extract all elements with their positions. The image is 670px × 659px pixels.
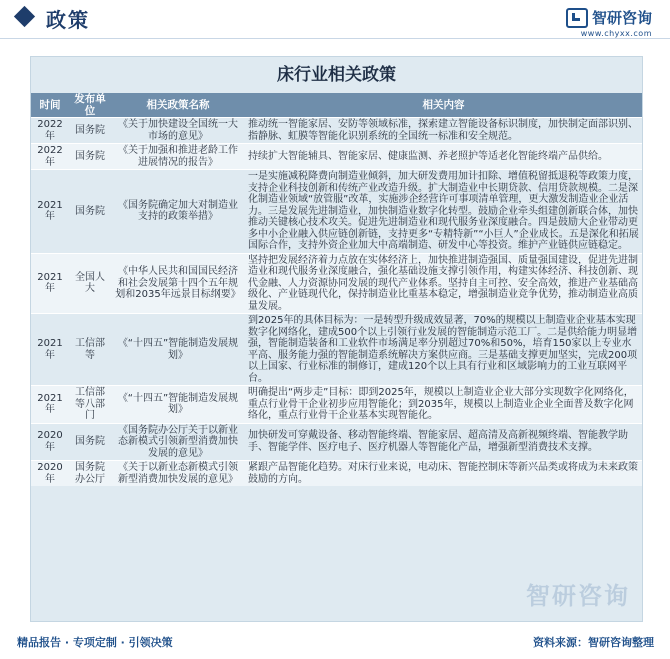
table-header-row (31, 93, 642, 118)
cell-issuer: 国务院办公厅 (69, 461, 111, 487)
table-row (31, 314, 642, 386)
cell-content: 加快研发可穿戴设备、移动智能终端、智能家居、超高清及高新视频终端、智能教学助手、智能学伴、医疗电子、医疗机器人等智能化产品，增强新型消费技术支撑。 (245, 423, 642, 461)
cell-time: 2020年 (31, 461, 69, 487)
cell-content: 紧跟产品智能化趋势。对床行业来说，电动床、智能控制床等新兴品类或将成为未来政策鼓励的方向。 (245, 461, 642, 487)
cell-time: 2021年 (31, 314, 69, 386)
cell-content: 持续扩大智能辅具、智能家居、健康监测、养老照护等适老化智能终端产品供给。 (245, 144, 642, 170)
column-header-time: 时间 (31, 93, 69, 118)
table-row (31, 144, 642, 170)
cell-content: 坚持把发展经济着力点放在实体经济上，加快推进制造强国、质量强国建设，促进先进制造业和现代服务业深度融合，强化基础设施支撑引领作用，构建实体经济、科技创新、现代金融、人力资源协同发展的现代产业体系。坚持自主可控、安全高效，推进产业基础高级化、产业链现代化，保持制造业比重基本稳定，增强制造业竞争优势，推动制造业高质量发展。 (245, 253, 642, 314)
table-row (31, 461, 642, 487)
cell-issuer: 国务院 (69, 118, 111, 144)
cell-policy: 《中华人民共和国国民经济和社会发展第十四个五年规划和2035年远景目标纲要》 (111, 253, 245, 314)
cell-content: 明确提出“两步走”目标：即到2025年，规模以上制造业企业大部分实现数字化网络化，重点行业骨干企业初步应用智能化；到2035年，规模以上制造业企业全面普及数字化网络化，重点行业骨干企业基本实现智能化。 (245, 386, 642, 424)
cell-content: 推动统一智能家居、安防等领域标准，探索建立智能设备标识制度，加快制定面部识别、指静脉、虹膜等智能化识别系统的全国统一标准和安全规范。 (245, 118, 642, 144)
watermark: 智研咨询 (526, 582, 630, 610)
cell-time: 2021年 (31, 386, 69, 424)
column-header-policy: 相关政策名称 (111, 93, 245, 118)
cell-time: 2021年 (31, 170, 69, 254)
cell-time: 2021年 (31, 253, 69, 314)
table-row (31, 386, 642, 424)
table-title: 床行业相关政策 (277, 65, 396, 85)
cell-policy: 《关于加强和推进老龄工作进展情况的报告》 (111, 144, 245, 170)
cell-policy: 《国务院确定加大对制造业支持的政策举措》 (111, 170, 245, 254)
cell-policy: 《关于加快建设全国统一大市场的意见》 (111, 118, 245, 144)
cell-issuer: 国务院 (69, 144, 111, 170)
brand-block (566, 7, 652, 38)
column-header-content: 相关内容 (245, 93, 642, 118)
footer-slogan: 精品报告 · 专项定制 · 引领决策 (17, 636, 173, 649)
cell-content: 到2025年的具体目标为：一是转型升级成效显著，70%的规模以上制造业企业基本实现数字化网络化，建成500个以上引领行业发展的智能制造示范工厂。二是供给能力明显增强，智能制造装备和工业软件市场满足率分别超过70%和50%，培育150家以上专业水平高、服务能力强的智能制造系统解决方案供应商。三是基础支撑更加坚实，完成200项以上国家、行业标准的制修订，建成120个以上具有行业和区域影响力的工业互联网平台。 (245, 314, 642, 386)
cell-content: 一是实施减税降费向制造业倾斜，加大研发费用加计扣除、增值税留抵退税等政策力度，支持企业科技创新和传统产业改造升级。扩大制造业中长期贷款、信用贷款规模。二是深化制造业领域“放管服”改革，实施涉企经营许可事项清单管理，更大激发制造业企业活力。三是发展先进制造业，加快制造业数字化转型。鼓励企业牵头组建创新联合体，加快推动关键核心技术攻关。促进先进制造业和现代服务业深度融合。四是鼓励大企业带动更多中小企业融入供应链创新链，支持更多“专精特新”“小巨人”企业成长。五是深化和拓展国际合作，支持外资企业加大中高端制造、研发中心等投资。维护产业链供应链稳定。 (245, 170, 642, 254)
cell-issuer: 国务院 (69, 423, 111, 461)
page-header (0, 0, 670, 40)
cell-issuer: 全国人大 (69, 253, 111, 314)
column-header-issuer: 发布单位 (69, 93, 111, 118)
cell-policy: 《“十四五”智能制造发展规划》 (111, 386, 245, 424)
table-row (31, 423, 642, 461)
footer-source: 资料来源：智研咨询整理 (533, 636, 654, 649)
header-divider (0, 38, 670, 39)
page-footer (0, 624, 670, 659)
section-title: 政策 (46, 8, 90, 32)
brand-url: www.chyxx.com (580, 29, 652, 38)
cell-time: 2020年 (31, 423, 69, 461)
cell-policy: 《国务院办公厅关于以新业态新模式引领新型消费加快发展的意见》 (111, 423, 245, 461)
cell-issuer: 工信部等 (69, 314, 111, 386)
cell-time: 2022年 (31, 144, 69, 170)
table-row (31, 118, 642, 144)
table-row (31, 253, 642, 314)
cell-time: 2022年 (31, 118, 69, 144)
brand-logo-icon (566, 8, 588, 28)
policy-table (31, 93, 642, 486)
cell-issuer: 工信部等八部门 (69, 386, 111, 424)
cell-policy: 《关于以新业态新模式引领新型消费加快发展的意见》 (111, 461, 245, 487)
diamond-icon (14, 6, 35, 27)
policy-panel (30, 56, 643, 622)
table-row (31, 170, 642, 254)
cell-policy: 《“十四五”智能制造发展规划》 (111, 314, 245, 386)
cell-issuer: 国务院 (69, 170, 111, 254)
brand-name: 智研咨询 (591, 9, 652, 27)
